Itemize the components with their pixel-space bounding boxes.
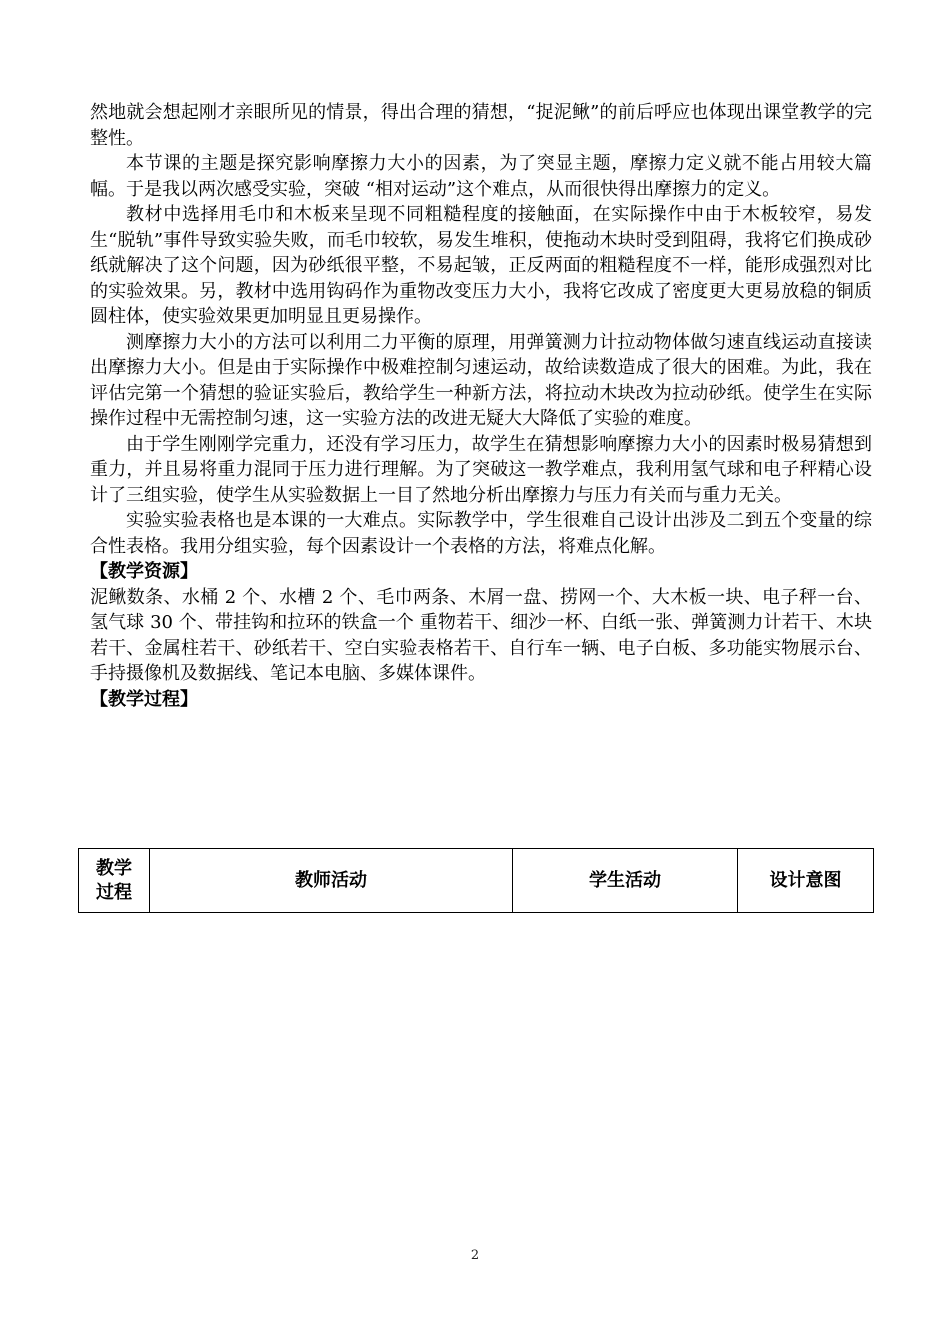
header-student-activity: 学生活动 xyxy=(513,849,738,913)
resources-heading: 【教学资源】 xyxy=(90,561,198,582)
resources-text: 泥鳅数条、水桶 2 个、水槽 2 个、毛巾两条、木屑一盘、捞网一个、大木板一块、电子秤一台、氢气球 30 个、带挂钩和拉环的铁盒一个 重物若干、细沙一杯、白纸一张、弹簧测力计若干、木块若干、金属柱若干、砂纸若干、空白实验表格若干、自行车一辆、电子白板、多功能实物展示台、手持摄像机及数据线、笔记本电脑、多媒体课件。 xyxy=(90,586,872,684)
header-process-line2: 过程 xyxy=(96,881,132,903)
paragraph-4: 测摩擦力大小的方法可以利用二力平衡的原理，用弹簧测力计拉动物体做匀速直线运动直接读出摩擦力大小。但是由于实际操作中极难控制匀速运动，故给读数造成了很大的困难。为此，我在评估完第一个猜想的验证实验后，教给学生一种新方法，将拉动木块改为拉动砂纸。使学生在实际操作过程中无需控制匀速，这一实验方法的改进无疑大大降低了实验的难度。 xyxy=(90,331,872,429)
paragraph-3: 教材中选择用毛巾和木板来呈现不同粗糙程度的接触面，在实际操作中由于木板较窄，易发生“脱轨”事件导致实验失败，而毛巾较软，易发生堆积，使拖动木块时受到阻碍，我将它们换成砂纸就解决了这个问题，因为砂纸很平整，不易起皱，正反两面的粗糙程度不一样，能形成强烈对比的实验效果。另，教材中选用钩码作为重物改变压力大小，我将它改成了密度更大更易放稳的铜质圆柱体，使实验效果更加明显且更易操作。 xyxy=(90,204,872,327)
header-teacher-activity: 教师活动 xyxy=(150,849,513,913)
paragraph-5: 由于学生刚刚学完重力，还没有学习压力，故学生在猜想影响摩擦力大小的因素时极易猜想到重力，并且易将重力混同于压力进行理解。为了突破这一教学难点，我利用氢气球和电子秤精心设计了三组实验，使学生从实验数据上一目了然地分析出摩擦力与压力有关而与重力无关。 xyxy=(90,433,872,506)
paragraph-2: 本节课的主题是探究影响摩擦力大小的因素，为了突显主题，摩擦力定义就不能占用较大篇幅。于是我以两次感受实验，突破 “相对运动”这个难点，从而很快得出摩擦力的定义。 xyxy=(90,153,872,200)
table-header-row xyxy=(79,849,874,913)
header-process xyxy=(79,849,150,913)
paragraph-1: 然地就会想起刚才亲眼所见的情景，得出合理的猜想，“捉泥鳅”的前后呼应也体现出课堂教学的完整性。 xyxy=(90,102,872,149)
paragraph-6: 实验实验表格也是本课的一大难点。实际教学中，学生很难自己设计出涉及二到五个变量的综合性表格。我用分组实验，每个因素设计一个表格的方法，将难点化解。 xyxy=(90,510,872,557)
document-body xyxy=(90,100,872,712)
header-design-intent: 设计意图 xyxy=(738,849,874,913)
process-heading: 【教学过程】 xyxy=(90,688,198,710)
page-number: 2 xyxy=(470,1248,480,1263)
header-process-line1: 教学 xyxy=(96,857,132,879)
teaching-process-table xyxy=(78,848,874,913)
